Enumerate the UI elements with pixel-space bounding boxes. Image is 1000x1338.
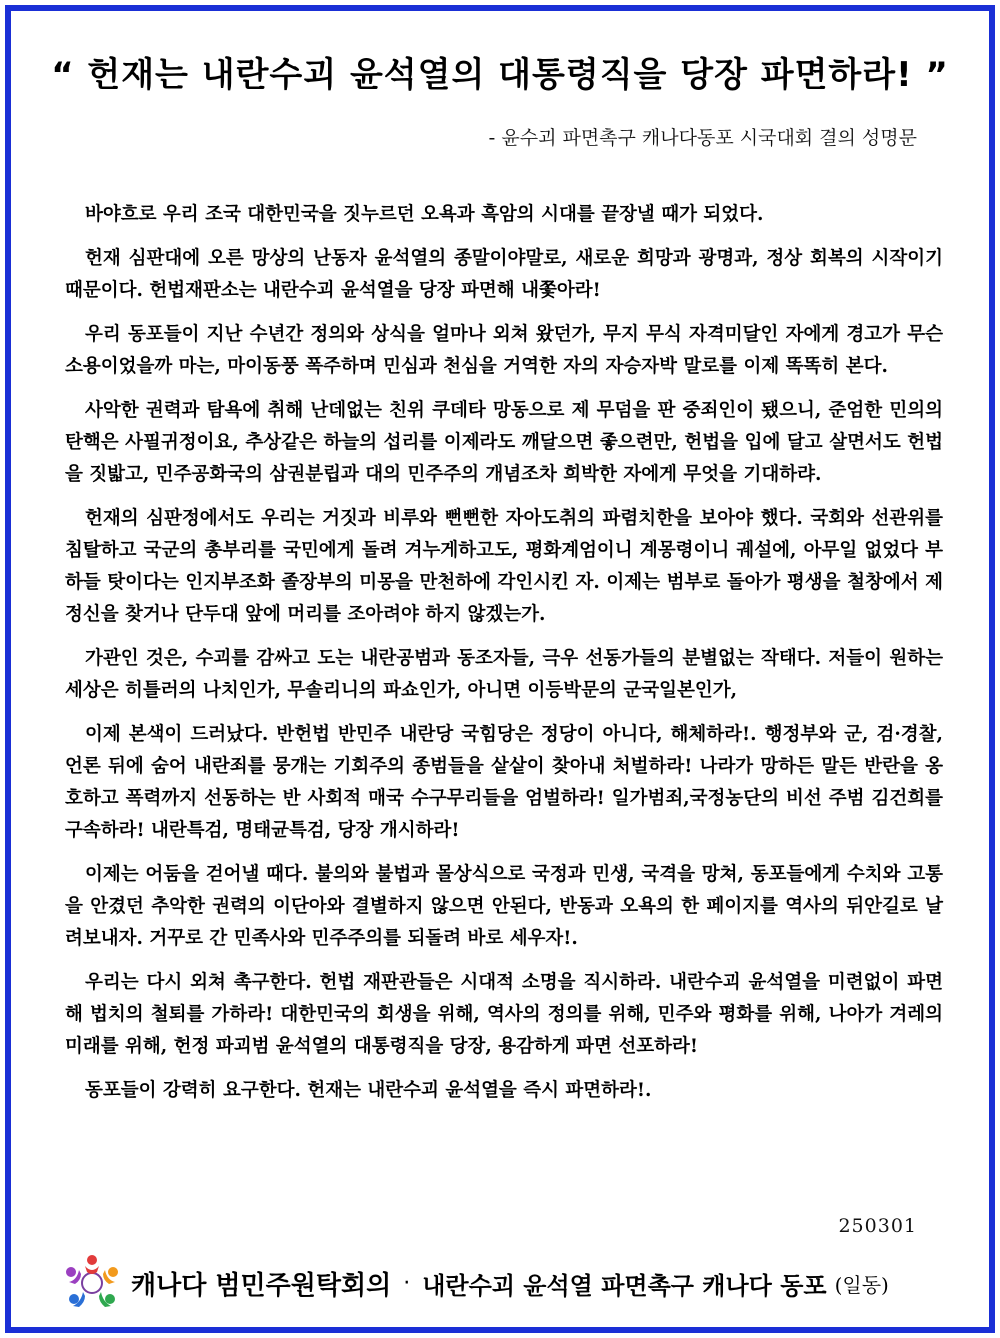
paragraph: 헌재 심판대에 오른 망상의 난동자 윤석열의 종말이야말로, 새로운 희망과 광명과, 정상 회복의 시작이기 때문이다. 헌법재판소는 내란수괴 윤석열을 당장 파면해 내쫓아라! (65, 248, 943, 301)
paragraph: 우리는 다시 외쳐 촉구한다. 헌법 재판관들은 시대적 소명을 직시하라. 내란수괴 윤석열을 미련없이 파면해 법치의 철퇴를 가하라! 대한민국의 회생을 위해, 역사의 정의를 위해, 민주와 평화를 위해, 나아가 겨레의 미래를 위해, 헌정 파괴범 윤석열의 대통령직을 당장, 용감하게 파면 선포하라! (65, 972, 943, 1057)
page-title: “ 헌재는 내란수괴 윤석열의 대통령직을 당장 파면하라! ” (51, 55, 949, 95)
roundtable-people-logo-icon (61, 1252, 123, 1314)
statement-date: 250301 (838, 1215, 917, 1237)
paragraph: 바야흐로 우리 조국 대한민국을 짓누르던 오욕과 흑암의 시대를 끝장낼 때가 되었다. (85, 204, 764, 225)
paragraph: 우리 동포들이 지난 수년간 정의와 상식을 얼마나 외쳐 왔던가, 무지 무식 자격미달인 자에게 경고가 무슨 소용이었을까 마는, 마이동풍 폭주하며 민심과 천심을 거역한 자의 자승자박 말로를 이제 똑똑히 본다. (65, 324, 943, 377)
paragraph: 이제는 어둠을 걷어낼 때다. 불의와 불법과 몰상식으로 국정과 민생, 국격을 망쳐, 동포들에게 수치와 고통을 안겼던 추악한 권력의 이단아와 결별하지 않으면 안된다, 반동과 오욕의 한 페이지를 역사의 뒤안길로 날려보내자. 거꾸로 간 민족사와 민주주의를 되돌려 바로 세우자!. (65, 864, 943, 949)
organization-name-1: 캐나다 범민주원탁회의 (131, 1270, 392, 1301)
page-frame (5, 5, 995, 1333)
statement-body (65, 199, 943, 1119)
paragraph: 가관인 것은, 수괴를 감싸고 도는 내란공범과 동조자들, 극우 선동가들의 분별없는 작태다. 저들이 원하는 세상은 히틀러의 나치인가, 무솔리니의 파쇼인가, 아니면 이등박문의 군국일본인가, (65, 648, 943, 701)
page-subtitle: - 윤수괴 파면촉구 캐나다동포 시국대회 결의 성명문 (488, 127, 917, 149)
footer-signature (61, 1251, 941, 1315)
paragraph: 헌재의 심판정에서도 우리는 거짓과 비루와 뻔뻔한 자아도취의 파렴치한을 보아야 했다. 국회와 선관위를 침탈하고 국군의 총부리를 국민에게 돌려 겨누게하고도, 평화계엄이니 계몽령이니 궤설에, 아무일 없었다 부하들 탓이다는 인지부조화 졸장부의 미몽을 만천하에 각인시킨 자. 이제는 범부로 돌아가 평생을 철창에서 제정신을 찾거나 단두대 앞에 머리를 조아려야 하지 않겠는가. (65, 508, 943, 625)
separator-dot: · (403, 1270, 411, 1296)
paragraph: 동포들이 강력히 요구한다. 헌재는 내란수괴 윤석열을 즉시 파면하라!. (85, 1080, 652, 1101)
paragraph: 이제 본색이 드러났다. 반헌법 반민주 내란당 국힘당은 정당이 아니다, 해체하라!. 행정부와 군, 검·경찰, 언론 뒤에 숨어 내란죄를 뭉개는 기회주의 종범들을 샅샅이 찾아내 처벌하라! 나라가 망하든 말든 반란을 옹호하고 폭력까지 선동하는 반 사회적 매국 수구무리들을 엄벌하라! 일가범죄,국정농단의 비선 주범 김건희를 구속하라! 내란특검, 명태균특검, 당장 개시하라! (65, 724, 943, 841)
organization-name-2: 내란수괴 윤석열 파면촉구 캐나다 동포 (422, 1271, 827, 1300)
paragraph: 사악한 권력과 탐욕에 취해 난데없는 친위 쿠데타 망동으로 제 무덤을 판 중죄인이 됐으니, 준엄한 민의의 탄핵은 사필귀정이요, 추상같은 하늘의 섭리를 이제라도 깨달으면 좋으련만, 헌법을 입에 달고 살면서도 헌법을 짓밟고, 민주공화국의 삼권분립과 대의 민주주의 개념조차 희박한 자에게 무엇을 기대하랴. (65, 400, 943, 485)
joint-signature-label: (일동) (834, 1272, 889, 1297)
